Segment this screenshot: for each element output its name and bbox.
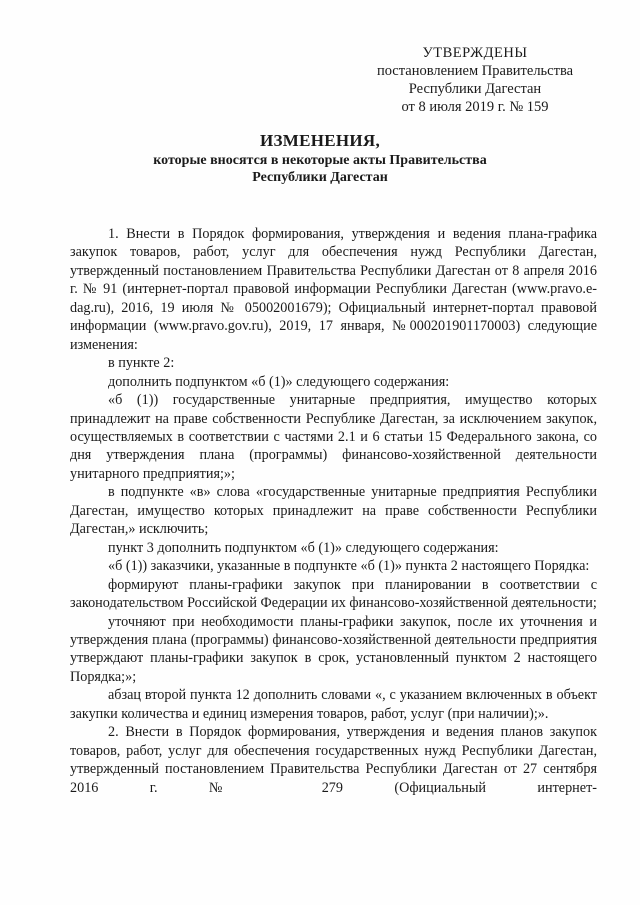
approval-stamp (360, 44, 590, 116)
approval-line-republic: Республики Дагестан (408, 81, 542, 97)
document-heading (60, 130, 580, 186)
paragraph-point-3: пункт 3 дополнить подпунктом «б (1)» следующего содержания: (108, 539, 499, 556)
approval-title: УТВЕРЖДЕНЫ (422, 45, 528, 61)
paragraph-item-1: 1. Внести в Порядок формирования, утверждения и ведения плана-графика закупок товаров, работ, услуг для обеспечения нужд Республики Дагестан, утвержденный постановлением Правительства Республики Дагестан от 8 апреля 2016 г. № 91 (интернет-портал правовой информации Республики Дагестан (www.pravo.e-dag.ru), 2016, 19 июля № 05002001679); Официальный интернет-портал правовой информации (www.pravo.gov.ru), 2019, 17 января, №000201901170003) следующие изменения: (70, 226, 597, 353)
paragraph-add-subpoint: дополнить подпунктом «б (1)» следующего содержания: (108, 373, 450, 390)
document-body (70, 225, 597, 797)
paragraph-refine-plans: уточняют при необходимости планы-графики закупок, после их уточнения и утверждения плана (программы) финансово-хозяйственной деятельности предприятия утверждают планы-графики закупок в срок, установленный пунктом 2 настоящего Порядка;»; (70, 613, 597, 685)
paragraph-subpoint-b1-customers: «б (1)) заказчики, указанные в подпункте «б (1)» пункта 2 настоящего Порядка: (108, 558, 590, 575)
paragraph-subpoint-b1-enterprises: «б (1)) государственные унитарные предприятия, имущество которых принадлежит на праве собственности Республике Дагестан, за исключением закупок, осуществляемых в соответствии с частями 2.1 и 6 статьи 15 Федерального закона, со дня утверждения плана (программы) финансово-хозяйственной деятельности унитарного предприятия;»; (70, 392, 597, 482)
document-subtitle-line2: Республики Дагестан (252, 170, 388, 185)
paragraph-item-2: 2. Внести в Порядок формирования, утверждения и ведения планов закупок товаров, работ, услуг для обеспечения государственных нужд Республики Дагестан, утвержденный постановлением Правительства Республики Дагестан от 27 сентября 2016 г. № 279 (Официальный интернет- (70, 724, 597, 796)
paragraph-point-12: абзац второй пункта 12 дополнить словами «, с указанием включенных в объект закупки количества и единиц измерения товаров, работ, услуг (при наличии);». (70, 687, 597, 722)
paragraph-point-2: в пункте 2: (108, 355, 175, 372)
approval-line-date: от 8 июля 2019 г. № 159 (401, 99, 549, 115)
paragraph-subpoint-v: в подпункте «в» слова «государственные унитарные предприятия Республики Дагестан, имущество которых принадлежит на праве собственности Республики Дагестан,» исключить; (70, 484, 597, 538)
document-subtitle-line1: которые вносятся в некоторые акты Правительства (153, 153, 487, 168)
approval-line-decree: постановлением Правительства (376, 63, 574, 79)
paragraph-form-plans: формируют планы-графики закупок при планировании в соответствии с законодательством Российской Федерации их финансово-хозяйственной деятельности; (70, 576, 597, 612)
document-title: ИЗМЕНЕНИЯ, (259, 131, 381, 150)
